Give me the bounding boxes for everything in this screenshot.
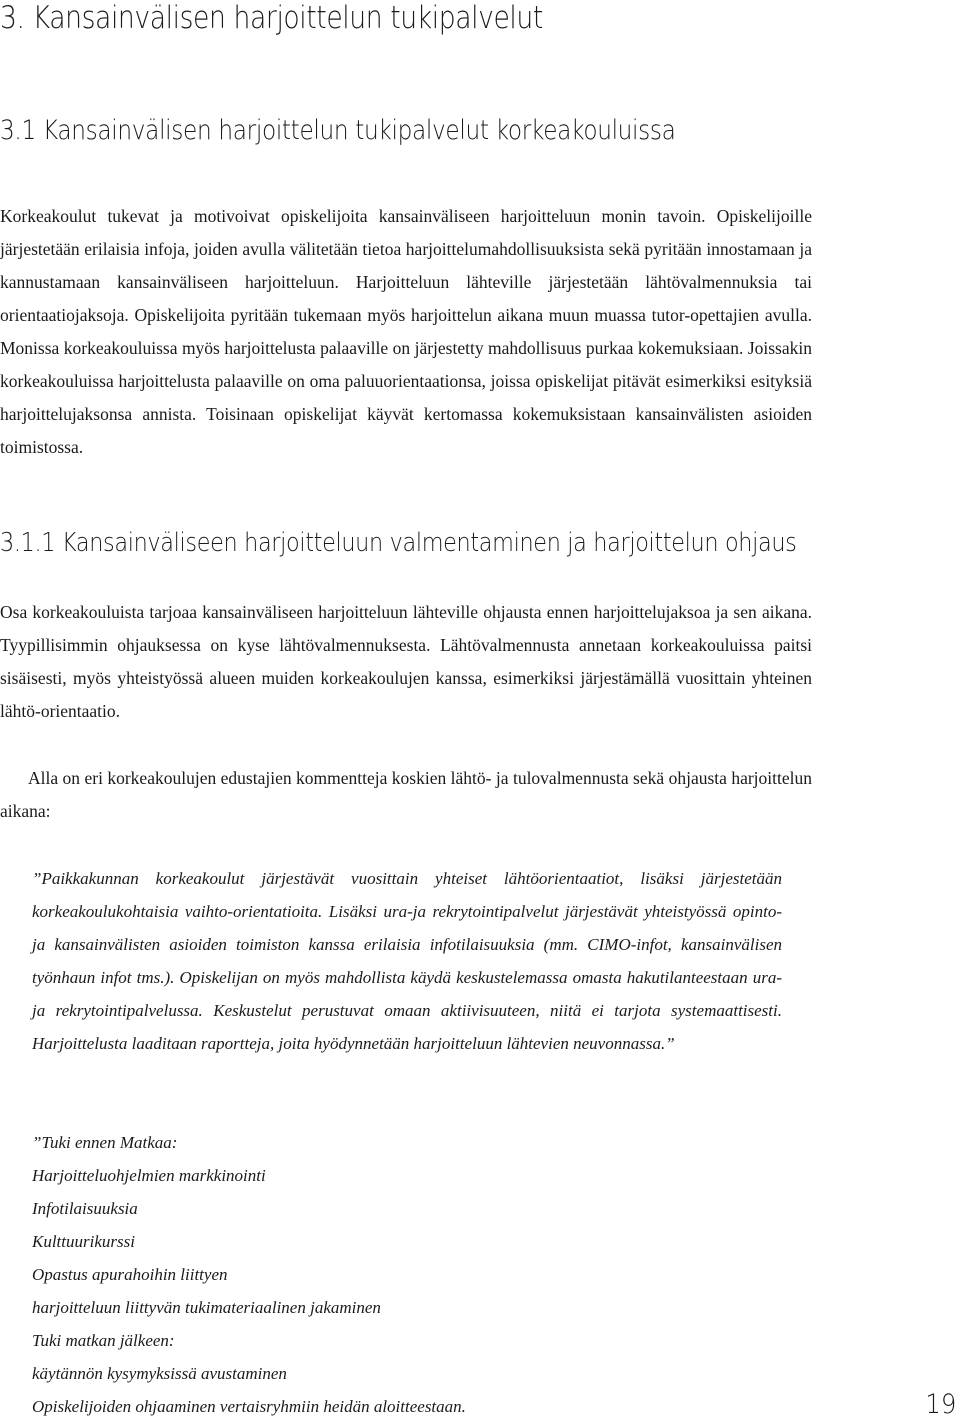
list-item: harjoitteluun liittyvän tukimateriaalinen jakaminen: [32, 1298, 381, 1317]
page-number: 19: [925, 1389, 956, 1420]
support-list: [32, 1126, 466, 1423]
list-item: ”Tuki ennen Matkaa:: [32, 1133, 178, 1152]
chapter-heading: 3. Kansainvälisen harjoittelun tukipalvelut: [0, 0, 543, 36]
list-item: Infotilaisuuksia: [32, 1199, 138, 1218]
list-item: Opastus apurahoihin liittyen: [32, 1265, 228, 1284]
comments-intro-paragraph: Alla on eri korkeakoulujen edustajien kommentteja koskien lähtö- ja tulovalmennusta sekä ohjausta harjoittelun aikana:: [0, 768, 812, 821]
list-item: Opiskelijoiden ohjaaminen vertaisryhmiin heidän aloitteestaan.: [32, 1397, 466, 1416]
list-item: Kulttuurikurssi: [32, 1232, 135, 1251]
list-item: Harjoitteluohjelmien markkinointi: [32, 1166, 266, 1185]
guidance-paragraph: Osa korkeakouluista tarjoaa kansainväliseen harjoitteluun lähteville ohjausta ennen harjoittelujaksoa ja sen aikana. Tyypillisimmin ohjauksessa on kyse lähtövalmennuksesta. Lähtövalmennusta annetaan korkeakouluissa paitsi sisäisesti, myös yhteistyössä alueen muiden korkeakoulujen kanssa, esimerkiksi järjestämällä vuosittain yhteinen lähtö-orientaatio.: [0, 602, 812, 721]
quote-block: ”Paikkakunnan korkeakoulut järjestävät vuosittain yhteiset lähtöorientaatiot, lisäksi järjestetään korkeakoulukohtaisia vaihto-orientatioita. Lisäksi ura-ja rekrytointipalvelut järjestävät yhteistyössä opinto- ja kansainvälisten asioiden toimiston kanssa erilaisia infotilaisuuksia (mm. CIMO-infot, kansainvälisen työnhaun infot tms.). Opiskelijan on myös mahdollista käydä keskustelemassa omasta hakutilanteestaan ura- ja rekrytointipalvelussa. Keskustelut perustuvat omaan aktiivisuuteen, niitä ei tarjota systemaattisesti. Harjoittelusta laaditaan raportteja, joita hyödynnetään harjoitteluun lähtevien neuvonnassa.”: [32, 869, 782, 1053]
list-item: Tuki matkan jälkeen:: [32, 1331, 175, 1350]
section-heading: 3.1 Kansainvälisen harjoittelun tukipalvelut korkeakouluissa: [0, 115, 676, 146]
intro-paragraph: Korkeakoulut tukevat ja motivoivat opiskelijoita kansainväliseen harjoitteluun monin tavoin. Opiskelijoille järjestetään erilaisia infoja, joiden avulla välitetään tietoa harjoittelumahdollisuuksista sekä pyritään innostamaan ja kannustamaan kansainväliseen harjoitteluun. Harjoitteluun lähteville järjestetään lähtövalmennuksia tai orientaatiojaksoja. Opiskelijoita pyritään tukemaan myös harjoittelun aikana muun muassa tutor-opettajien avulla. Monissa korkeakouluissa myös harjoittelusta palaaville on järjestetty mahdollisuus purkaa kokemuksiaan. Joissakin korkeakouluissa harjoittelusta palaaville on oma paluuorientaationsa, joissa opiskelijat pitävät esimerkiksi esityksiä harjoittelujaksonsa annista. Toisinaan opiskelijat käyvät kertomassa kokemuksistaan kansainvälisten asioiden toimistossa.: [0, 206, 812, 457]
list-item: käytännön kysymyksissä avustaminen: [32, 1364, 287, 1383]
subsection-heading: 3.1.1 Kansainväliseen harjoitteluun valmentaminen ja harjoittelun ohjaus: [0, 528, 797, 558]
